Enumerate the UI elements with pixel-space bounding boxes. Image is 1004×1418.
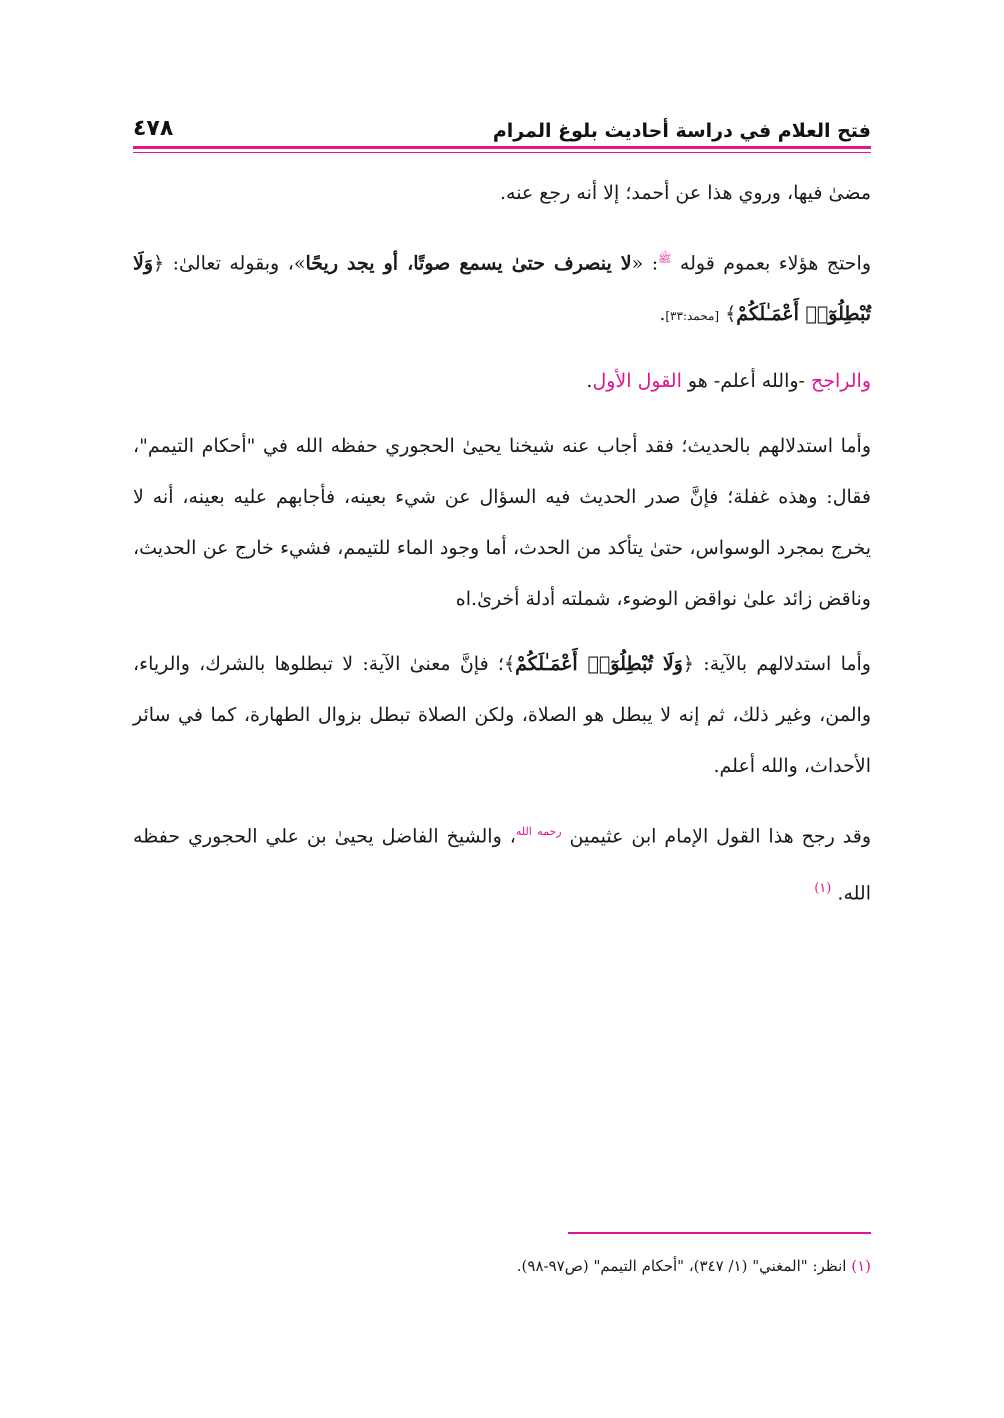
quran-ayah-1: وَلَا تُبْطِلُوٓا۟ أَعْمَـٰلَكُمْ — [133, 252, 871, 326]
page-number: ٤٧٨ — [133, 116, 174, 141]
rajih-label: والراجح — [810, 370, 871, 393]
rahimahullah-symbol: رحمه الله — [515, 825, 562, 839]
footnote — [133, 1252, 871, 1280]
p3-text-mid: -والله أعلم- هو — [681, 370, 811, 393]
salawat-symbol: ﷺ — [658, 252, 672, 265]
ayah-reference: [محمد:٣٣] — [665, 309, 720, 324]
main-text — [133, 168, 871, 919]
p2-text-b: : « — [631, 252, 659, 275]
p2-text-f: . — [659, 303, 666, 326]
paragraph-6 — [133, 806, 871, 919]
paragraph-2 — [133, 233, 871, 342]
footnote-reference[interactable]: (١) — [814, 880, 832, 896]
paragraph-5 — [133, 639, 871, 792]
quran-ayah-2: وَلَا تُبْطِلُوٓا۟ أَعْمَـٰلَكُمْ — [515, 653, 683, 676]
paragraph-4: وأما استدلالهم بالحديث؛ فقد أجاب عنه شيخنا يحيىٰ الحجوري حفظه الله في "أحكام التيمم"، فقال: وهذه غفلة؛ فإنَّ صدر الحديث فيه السؤال عن شيء بعينه، فأجابهم عليه بعينه، أنه لا يخرج بمجرد الوسواس، حتىٰ يتأكد من الحدث، أما وجود الماء للتيمم، فشيء خارج عن الحديث، وناقض زائد علىٰ نواقض الوضوء، شملته أدلة أخرىٰ.اه — [133, 435, 871, 611]
first-opinion-label: القول الأول — [592, 370, 682, 393]
p6-text-a: وقد رجح هذا القول الإمام ابن عثيمين — [569, 825, 871, 848]
p2-text-d: وبقوله تعالىٰ: ﴿ — [153, 252, 280, 275]
paragraph-1: مضىٰ فيها، وروي هذا عن أحمد؛ إلا أنه رجع عنه. — [499, 182, 871, 204]
hadith-quote: لا ينصرف حتىٰ يسمع صوتًا، أو يجد ريحًا — [305, 252, 632, 275]
p2-text-c: »، — [287, 252, 306, 275]
p3-text-end: . — [586, 370, 593, 393]
p2-text-a: واحتج هؤلاء بعموم قوله — [679, 252, 872, 275]
p2-text-e: ﴾ — [725, 303, 737, 326]
p6-text-b: ، والشيخ الفاضل يحيىٰ بن علي الحجوري حفظه الله. — [133, 825, 871, 904]
footnote-number: (١) — [851, 1257, 871, 1275]
header-rule-thick — [133, 146, 871, 149]
footnote-text: انظر: "المغني" (١/ ٣٤٧)، "أحكام التيمم" (ص٩٧-٩٨). — [516, 1257, 847, 1275]
book-title: فتح العلام في دراسة أحاديث بلوغ المرام — [492, 120, 871, 142]
p5-text-b: ﴾؛ فإنَّ معنىٰ الآية: لا تبطلوها بالشرك، والرياء، والمن، وغير ذلك، ثم إنه لا يبطل هو الصلاة، ولكن الصلاة تبطل بزوال الطهارة، كما في سائر الأحداث، والله أعلم. — [133, 653, 871, 778]
footnote-rule — [568, 1232, 871, 1234]
paragraph-3 — [133, 356, 871, 407]
p5-text-a: وأما استدلالهم بالآية: ﴿ — [682, 653, 871, 676]
header-rule-thin — [133, 152, 871, 153]
